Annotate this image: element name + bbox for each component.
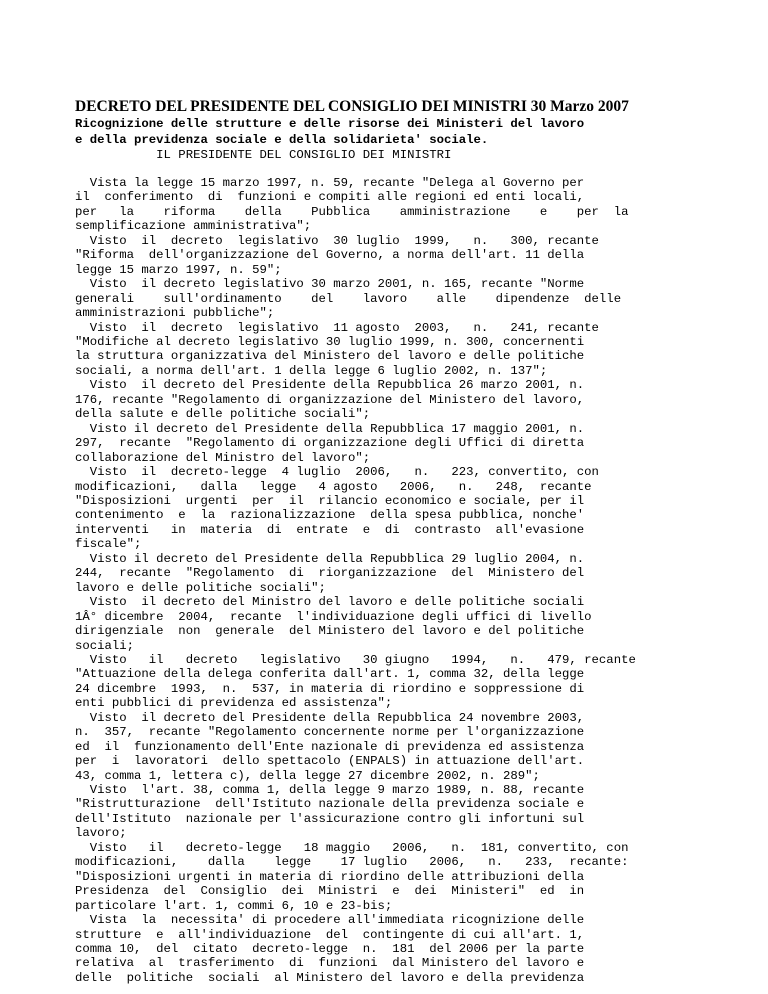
body-line: generali sull'ordinamento del lavoro alle dipendenze delle	[75, 291, 622, 306]
body-line: Visto il decreto del Presidente della Repubblica 26 marzo 2001, n.	[75, 378, 585, 393]
body-line: il conferimento di funzioni e compiti alle regioni ed enti locali,	[75, 190, 585, 205]
body-line: 244, recante "Regolamento di riorganizzazione del Ministero del	[75, 566, 585, 581]
body-line: lavoro e delle politiche sociali";	[75, 580, 326, 595]
body-line: dell'Istituto nazionale per l'assicurazione contro gli infortuni sul	[75, 811, 585, 826]
body-line: 43, comma 1, lettera c), della legge 27 dicembre 2002, n. 289";	[75, 768, 540, 783]
body-line: Visto l'art. 38, comma 1, della legge 9 marzo 1989, n. 88, recante	[75, 783, 585, 798]
body-line: sociali, a norma dell'art. 1 della legge 6 luglio 2002, n. 137";	[75, 363, 548, 378]
body-line: 176, recante "Regolamento di organizzazione del Ministero del lavoro,	[75, 392, 585, 407]
body-line: "Disposizioni urgenti in materia di riordino delle attribuzioni della	[75, 869, 585, 884]
body-line: delle politiche sociali al Ministero del lavoro e della previdenza	[75, 970, 585, 985]
body-line: Vista la necessita' di procedere all'immediata ricognizione delle	[75, 913, 585, 928]
body-line: strutture e all'individuazione del contingente di cui all'art. 1,	[75, 927, 585, 942]
body-line: Visto il decreto del Presidente della Repubblica 29 luglio 2004, n.	[75, 551, 585, 566]
body-line: Visto il decreto legislativo 11 agosto 2003, n. 241, recante	[75, 320, 599, 335]
body-line: fiscale";	[75, 537, 142, 552]
subtitle-line: Ricognizione delle strutture e delle risorse dei Ministeri del lavoro	[75, 117, 585, 131]
body-line: comma 10, del citato decreto-legge n. 181 del 2006 per la parte	[75, 942, 585, 957]
body-line: Visto il decreto del Ministro del lavoro e delle politiche sociali	[75, 595, 585, 610]
body-line: Visto il decreto legislativo 30 giugno 1994, n. 479, recante	[75, 652, 636, 667]
body-line: "Attuazione della delega conferita dall'art. 1, comma 32, della legge	[75, 667, 585, 682]
body-line: Vista la legge 15 marzo 1997, n. 59, recante "Delega al Governo per	[75, 176, 585, 190]
body-line: per i lavoratori dello spettacolo (ENPALS) in attuazione dell'art.	[75, 754, 585, 769]
subtitle-line: e della previdenza sociale e della solidarieta' sociale.	[75, 133, 489, 147]
body-line: della salute e delle politiche sociali";	[75, 407, 371, 422]
body-line: Visto il decreto-legge 4 luglio 2006, n. 223, convertito, con	[75, 465, 599, 480]
body-line: amministrazioni pubbliche";	[75, 306, 275, 321]
body-line: Visto il decreto del Presidente della Repubblica 24 novembre 2003,	[75, 710, 585, 725]
body-line: legge 15 marzo 1997, n. 59";	[75, 262, 282, 277]
body-line: "Ristrutturazione dell'Istituto nazionale della previdenza sociale e	[75, 797, 585, 812]
decree-body	[75, 176, 636, 985]
body-line: contenimento e la razionalizzazione della spesa pubblica, nonche'	[75, 508, 585, 523]
body-line: ed il funzionamento dell'Ente nazionale di previdenza ed assistenza	[75, 739, 585, 754]
body-line: lavoro;	[75, 826, 127, 841]
body-line: 297, recante "Regolamento di organizzazione degli Uffici di diretta	[75, 436, 585, 451]
body-line: interventi in materia di entrate e di contrasto all'evasione	[75, 522, 585, 537]
body-line: modificazioni, dalla legge 17 luglio 2006, n. 233, recante:	[75, 855, 629, 870]
body-line: 1Â° dicembre 2004, recante l'individuazione degli uffici di livello	[75, 609, 592, 624]
body-line: Visto il decreto legislativo 30 luglio 1999, n. 300, recante	[75, 233, 599, 248]
body-line: particolare l'art. 1, commi 6, 10 e 23-bis;	[75, 898, 393, 913]
body-line: relativa al trasferimento di funzioni dal Ministero del lavoro e	[75, 956, 585, 971]
body-line: "Modifiche al decreto legislativo 30 luglio 1999, n. 300, concernenti	[75, 334, 585, 349]
body-line: modificazioni, dalla legge 4 agosto 2006, n. 248, recante	[75, 479, 592, 494]
body-line: Presidenza del Consiglio dei Ministri e dei Ministeri" ed in	[75, 884, 585, 899]
decree-subtitle	[75, 116, 584, 148]
body-line: 24 dicembre 1993, n. 537, in materia di riordino e soppressione di	[75, 681, 585, 696]
body-line: la struttura organizzativa del Ministero del lavoro e delle politiche	[75, 349, 585, 364]
body-line: n. 357, recante "Regolamento concernente norme per l'organizzazione	[75, 725, 585, 740]
body-line: Visto il decreto-legge 18 maggio 2006, n. 181, convertito, con	[75, 840, 629, 855]
decree-title: DECRETO DEL PRESIDENTE DEL CONSIGLIO DEI MINISTRI 30 Marzo 2007	[75, 98, 629, 115]
body-line: enti pubblici di previdenza ed assistenza";	[75, 696, 393, 711]
body-line: Visto il decreto del Presidente della Repubblica 17 maggio 2001, n.	[75, 421, 585, 436]
body-line: sociali;	[75, 638, 135, 653]
body-line: collaborazione del Ministro del lavoro";	[75, 450, 371, 465]
body-line: semplificazione amministrativa";	[75, 219, 312, 234]
body-line: "Disposizioni urgenti per il rilancio economico e sociale, per il	[75, 493, 585, 508]
body-line: Visto il decreto legislativo 30 marzo 2001, n. 165, recante "Norme	[75, 277, 585, 292]
body-line: "Riforma dell'organizzazione del Governo, a norma dell'art. 11 della	[75, 248, 585, 263]
body-line: per la riforma della Pubblica amministrazione e per la	[75, 204, 629, 219]
body-line: dirigenziale non generale del Ministero del lavoro e del politiche	[75, 624, 585, 639]
president-heading: IL PRESIDENTE DEL CONSIGLIO DEI MINISTRI	[75, 148, 452, 162]
